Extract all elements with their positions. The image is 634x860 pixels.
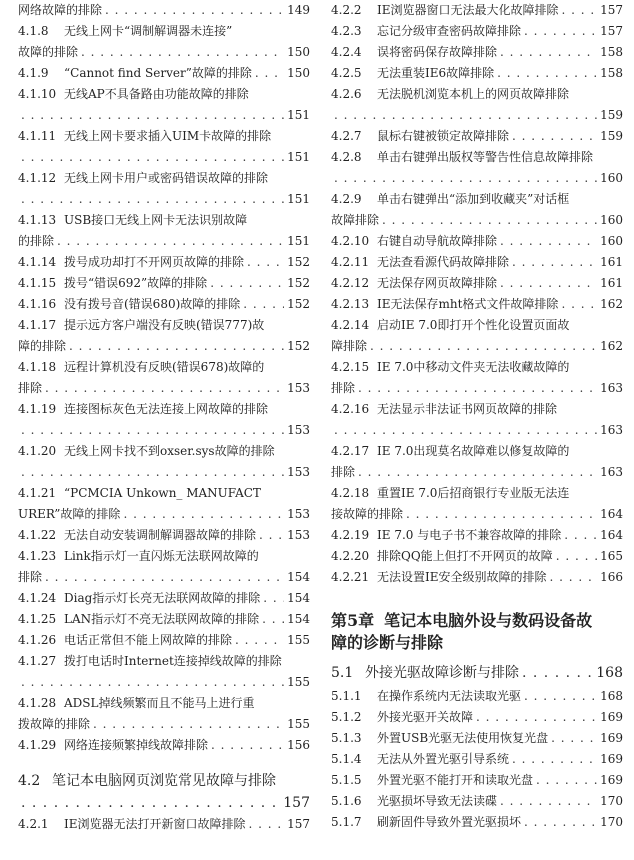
dot-leader [45,567,284,588]
entry-page: 151 [287,192,310,206]
entry-page: 164 [600,528,623,542]
entry-page: 152 [287,276,310,290]
entry-title: 无线上网卡“调制解调器未连接” [64,24,233,38]
dot-leader [524,686,597,707]
entry-page: 169 [600,773,623,787]
dot-leader [500,273,597,294]
entry-page: 165 [600,549,623,563]
toc-entry [18,630,310,651]
entry-title: 无线AP不具备路由功能故障的排除 [64,87,249,101]
entry-title: IE 7.0出现莫名故障难以修复故障的 [377,444,570,458]
entry-page: 153 [287,528,310,542]
toc-section [331,662,623,686]
toc-entry [18,84,310,126]
entry-title-cont: 排除 [18,381,43,395]
entry-page: 168 [600,689,623,703]
dot-leader [45,378,284,399]
entry-number: 4.1.22 [18,528,57,542]
toc-entry [18,441,310,483]
toc-entry [18,546,310,588]
toc-entry [331,42,623,63]
entry-title: Diag指示灯长亮无法联网故障的排除 [64,591,261,605]
entry-number: 4.1.20 [18,444,57,458]
entry-number: 4.2.16 [331,402,370,416]
entry-number: 4.1.26 [18,633,57,647]
chapter-heading [331,610,623,654]
entry-title: 无线上网卡用户或密码错误故障的排除 [64,171,269,185]
dot-leader [21,792,280,814]
entry-page: 166 [600,570,623,584]
entry-page: 161 [600,255,623,269]
entry-title: “PCMCIA Unkown_ MANUFACT [64,486,261,500]
entry-page: 154 [287,591,310,605]
toc-entry [18,399,310,441]
dot-leader [255,63,284,84]
entry-number: 4.2.18 [331,486,370,500]
entry-page: 163 [600,381,623,395]
entry-number: 4.1.19 [18,402,57,416]
entry-number: 4.1.28 [18,696,57,710]
entry-page: 163 [600,465,623,479]
entry-page: 150 [287,66,310,80]
entry-page: 153 [287,465,310,479]
dot-leader [259,525,284,546]
dot-leader [243,294,284,315]
toc-entry [331,749,623,770]
entry-number: 4.2.20 [331,549,370,563]
entry-page: 157 [287,817,310,831]
toc-entry [18,693,310,735]
entry-number: 4.1.23 [18,549,57,563]
entry-title: USB接口无线上网卡无法识别故障 [64,213,248,227]
entry-title: 连接图标灰色无法连接上网故障的排除 [64,402,269,416]
toc-entry [331,84,623,126]
dot-leader [550,567,598,588]
entry-number: 4.1.17 [18,318,57,332]
entry-title: 光驱损坏导致无法读碟 [377,794,498,808]
toc-entry [18,651,310,693]
entry-title: 无法自动安装调制解调器故障的排除 [64,528,257,542]
dot-leader [57,231,284,252]
dot-leader [21,189,284,210]
toc-entry [18,294,310,315]
entry-title: “Cannot find Server”故障的排除 [64,66,252,80]
entry-title: 单击右键弹出“添加到收藏夹”对话框 [377,192,570,206]
dot-leader [21,462,284,483]
toc-entry [331,686,623,707]
toc-entry [18,814,310,835]
entry-number: 4.1.9 [18,66,49,80]
entry-page: 155 [287,675,310,689]
entry-page: 156 [287,738,310,752]
dot-leader [123,504,284,525]
toc-entry [18,210,310,252]
toc-entry [331,770,623,791]
entry-title-cont: 排除 [331,381,356,395]
entry-title-cont: 故障排除 [331,213,380,227]
entry-number: 4.2.13 [331,297,370,311]
dot-leader [500,42,597,63]
entry-title: 刷新固件导致外置光驱损坏 [377,815,522,829]
dot-leader [551,728,597,749]
entry-title: 启动IE 7.0即打开个性化设置页面故 [377,318,570,332]
toc-entry-continuation [18,0,310,21]
entry-number: 4.2.17 [331,444,370,458]
entry-title: 外接光驱开关故障 [377,710,474,724]
toc-entry [331,231,623,252]
entry-page: 150 [287,45,310,59]
toc-entry [331,357,623,399]
dot-leader [556,546,597,567]
dot-leader [512,252,597,273]
toc-entry [18,273,310,294]
toc-entry [331,147,623,189]
toc-entry [18,252,310,273]
dot-leader [524,21,597,42]
entry-number: 4.1.21 [18,486,57,500]
dot-leader [562,0,598,21]
entry-number: 4.1.8 [18,24,49,38]
entry-page: 163 [600,423,623,437]
entry-page: 158 [600,45,623,59]
entry-number: 4.2.8 [331,150,362,164]
dot-leader [512,749,597,770]
toc-entry [331,0,623,21]
toc-entry [331,525,623,546]
toc-entry [18,525,310,546]
toc-entry [331,189,623,231]
entry-page: 159 [600,129,623,143]
entry-number: 4.1.12 [18,171,57,185]
dot-leader [249,814,285,835]
entry-title-cont: URER”故障的排除 [18,507,121,521]
section-title: 笔记本电脑网页浏览常见故障与排除 [52,773,276,789]
entry-page: 152 [287,297,310,311]
toc-entry [18,357,310,399]
entry-page: 151 [287,108,310,122]
entry-page: 157 [600,3,623,17]
entry-title: 拨号“错误692”故障的排除 [64,276,208,290]
dot-leader [500,791,597,812]
entry-number: 4.2.14 [331,318,370,332]
section-title: 外接光驱故障诊断与排除 [365,665,519,681]
entry-title-cont: 障的排除 [18,339,67,353]
entry-page: 160 [600,213,623,227]
entry-number: 4.2.19 [331,528,370,542]
toc-entry [331,63,623,84]
dot-leader [358,462,597,483]
entry-number: 5.1.6 [331,794,362,808]
toc-entry [331,728,623,749]
toc-entry [18,63,310,84]
toc-entry [331,126,623,147]
entry-page: 151 [287,150,310,164]
toc-entry [331,273,623,294]
toc-right-column [331,0,623,833]
toc-entry [331,21,623,42]
toc-entry [331,707,623,728]
toc-entry [331,294,623,315]
entry-page: 160 [600,171,623,185]
entry-number: 4.1.29 [18,738,57,752]
entry-title: 电话正常但不能上网故障的排除 [64,633,233,647]
entry-page: 154 [287,612,310,626]
dot-leader [334,420,597,441]
entry-title: 无法从外置光驱引导系统 [377,752,510,766]
entry-title: IE 7.0中移动文件夹无法收藏故障的 [377,360,570,374]
entry-number: 4.2.3 [331,24,362,38]
entry-title: 拨打电话时Internet连接掉线故障的排除 [64,654,282,668]
section-number: 5.1 [331,665,354,681]
entry-title: 远程计算机没有反映(错误678)故障的 [64,360,265,374]
entry-title: 重置IE 7.0后招商银行专业版无法连 [377,486,570,500]
entry-title: 无法查看源代码故障排除 [377,255,510,269]
toc-entry [18,168,310,210]
toc-entry [331,812,623,833]
entry-page: 153 [287,423,310,437]
entry-page: 155 [287,717,310,731]
entry-title: IE 7.0 与电子书不兼容故障的排除 [377,528,562,542]
entry-page: 164 [600,507,623,521]
entry-number: 4.1.27 [18,654,57,668]
entry-number: 4.2.11 [331,255,370,269]
section-number: 4.2 [18,773,41,789]
dot-leader [69,336,284,357]
entry-title: 右键自动导航故障排除 [377,234,498,248]
entry-title-cont: 故障的排除 [18,45,79,59]
toc-entry [331,252,623,273]
toc-entry [18,483,310,525]
entry-page: 158 [600,66,623,80]
dot-leader [524,812,597,833]
dot-leader [21,420,284,441]
toc-entry [331,399,623,441]
dot-leader [21,147,284,168]
dot-leader [21,672,284,693]
chapter-title-cont: 障的诊断与排除 [331,633,444,652]
entry-title: 外置USB光驱无法使用恢复光盘 [377,731,549,745]
entry-title: 鼠标右键被锁定故障排除 [377,129,510,143]
entry-number: 5.1.3 [331,731,362,745]
entry-number: 4.1.18 [18,360,57,374]
entry-title-cont: 的排除 [18,234,55,248]
entry-page: 153 [287,507,310,521]
entry-number: 4.2.15 [331,360,370,374]
dot-leader [334,168,597,189]
entry-page: 154 [287,570,310,584]
chapter-number: 第5章 [331,611,375,630]
dot-leader [512,126,597,147]
entry-page: 169 [600,710,623,724]
entry-number: 4.1.13 [18,213,57,227]
toc-entry [18,126,310,168]
entry-title: 网络连接频繁掉线故障排除 [64,738,209,752]
entry-page: 161 [600,276,623,290]
entry-number: 5.1.2 [331,710,362,724]
entry-number: 4.1.11 [18,129,57,143]
section-page: 168 [596,665,623,681]
entry-title: 没有拨号音(错误680)故障的排除 [64,297,241,311]
entry-title-cont: 障排除 [331,339,368,353]
entry-title: 无法显示非法证书网页故障的排除 [377,402,558,416]
entry-title: 无法脱机浏览本机上的网页故障排除 [377,87,570,101]
entry-title: 无法保存网页故障排除 [377,276,498,290]
entry-page: 153 [287,381,310,395]
entry-number: 4.1.15 [18,276,57,290]
toc-entry [331,441,623,483]
entry-number: 4.1.25 [18,612,57,626]
dot-leader [370,336,597,357]
toc-entry [331,546,623,567]
entry-title: 误将密码保存故障排除 [377,45,498,59]
dot-leader [235,630,284,651]
entry-number: 4.2.12 [331,276,370,290]
entry-number: 4.1.14 [18,255,57,269]
entry-number: 5.1.7 [331,815,362,829]
toc-left-column [18,0,310,835]
chapter-title: 笔记本电脑外设与数码设备故 [384,611,593,630]
entry-title-cont: 排除 [331,465,356,479]
dot-leader [561,294,597,315]
toc-entry [331,315,623,357]
entry-title: ADSL掉线频繁而且不能马上进行重 [64,696,255,710]
entry-number: 5.1.4 [331,752,362,766]
entry-number: 4.2.21 [331,570,370,584]
dot-leader [564,525,597,546]
entry-page: 169 [600,752,623,766]
entry-page: 162 [600,297,623,311]
toc-section [18,770,310,814]
entry-number: 4.1.10 [18,87,57,101]
entry-number: 4.2.4 [331,45,362,59]
entry-page: 155 [287,633,310,647]
entry-title: 忘记分级审查密码故障排除 [377,24,522,38]
dot-leader [262,609,284,630]
dot-leader [81,42,284,63]
toc-entry [18,609,310,630]
entry-number: 4.2.10 [331,234,370,248]
entry-page: 151 [287,234,310,248]
entry-title: Link指示灯一直闪烁无法联网故障的 [64,549,259,563]
entry-title: LAN指示灯不亮无法联网故障的排除 [64,612,260,626]
toc-entry [18,588,310,609]
entry-title: 排除QQ能上但打不开网页的故障 [377,549,553,563]
toc-entry [331,791,623,812]
dot-leader [210,273,284,294]
entry-number: 4.2.7 [331,129,362,143]
entry-title: 无线上网卡找不到oxser.sys故障的排除 [64,444,275,458]
entry-number: 5.1.5 [331,773,362,787]
entry-number: 4.2.5 [331,66,362,80]
dot-leader [105,0,284,21]
dot-leader [247,252,284,273]
entry-page: 152 [287,339,310,353]
toc-entry [331,483,623,525]
entry-title-cont: 拨故障的排除 [18,717,91,731]
dot-leader [334,105,597,126]
dot-leader [263,588,284,609]
entry-title: 单击右键弹出版权等警告性信息故障排除 [377,150,594,164]
entry-page: 160 [600,234,623,248]
entry-page: 157 [600,24,623,38]
dot-leader [382,210,597,231]
entry-page: 152 [287,255,310,269]
dot-leader [406,504,597,525]
entry-page: 149 [287,3,310,17]
entry-number: 4.2.6 [331,87,362,101]
entry-page: 170 [600,794,623,808]
entry-title-cont: 接故障的排除 [331,507,404,521]
entry-page: 170 [600,815,623,829]
entry-title: 无线上网卡要求插入UIM卡故障的排除 [64,129,272,143]
entry-title: IE无法保存mht格式文件故障排除 [377,297,559,311]
entry-title: IE浏览器无法打开新窗口故障排除 [64,817,246,831]
entry-title: 拨号成功却打不开网页故障的排除 [64,255,245,269]
dot-leader [522,662,593,684]
entry-number: 4.2.9 [331,192,362,206]
entry-page: 169 [600,731,623,745]
entry-title: 网络故障的排除 [18,3,103,17]
entry-number: 4.2.2 [331,3,362,17]
entry-number: 4.1.24 [18,591,57,605]
dot-leader [536,770,597,791]
entry-title: 在操作系统内无法读取光驱 [377,689,522,703]
entry-page: 162 [600,339,623,353]
entry-title: 无法设置IE安全级别故障的排除 [377,570,547,584]
toc-entry [331,567,623,588]
entry-title: 提示远方客户端没有反映(错误777)故 [64,318,265,332]
entry-title: 无法重装IE6故障排除 [377,66,495,80]
entry-number: 4.2.1 [18,817,49,831]
entry-title-cont: 排除 [18,570,43,584]
dot-leader [500,231,597,252]
toc-entry [18,735,310,756]
section-page: 157 [283,795,310,811]
dot-leader [358,378,597,399]
toc-entry [18,21,310,63]
entry-number: 4.1.16 [18,297,57,311]
toc-entry [18,315,310,357]
entry-title: IE浏览器窗口无法最大化故障排除 [377,3,559,17]
dot-leader [476,707,597,728]
dot-leader [21,105,284,126]
dot-leader [211,735,284,756]
dot-leader [497,63,597,84]
entry-number: 5.1.1 [331,689,362,703]
entry-title: 外置光驱不能打开和读取光盘 [377,773,534,787]
dot-leader [93,714,284,735]
entry-page: 159 [600,108,623,122]
